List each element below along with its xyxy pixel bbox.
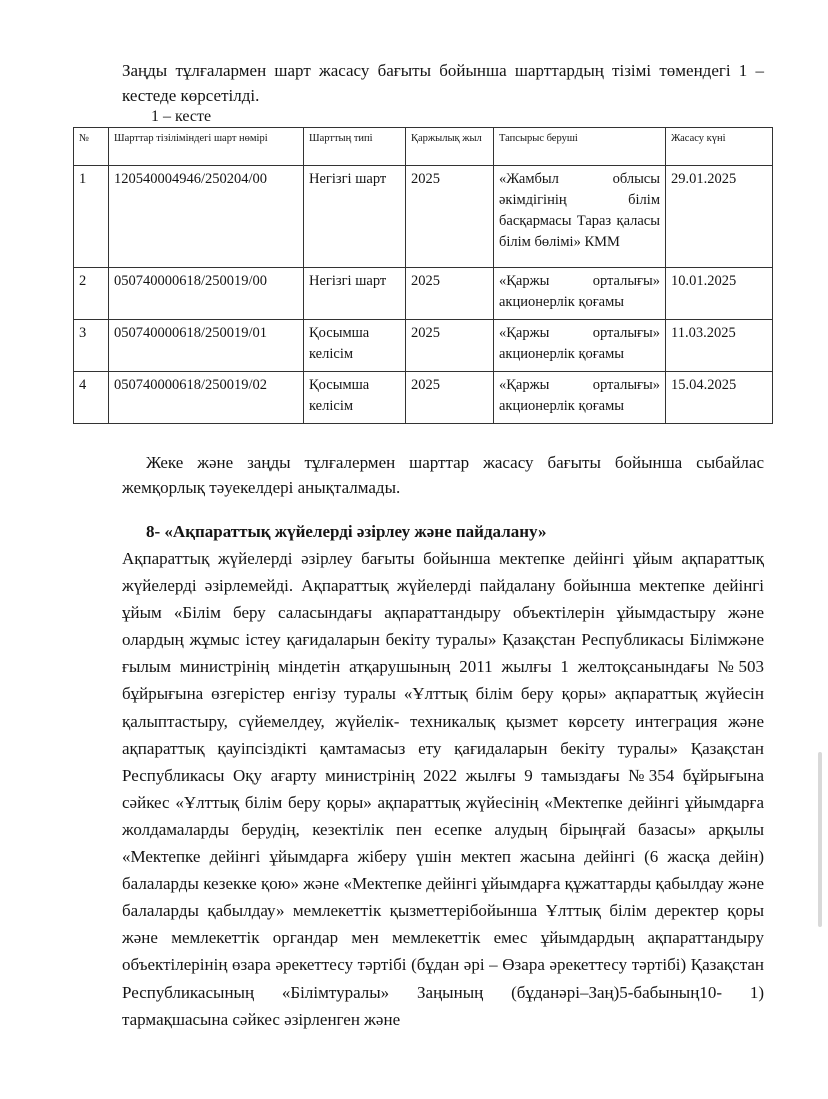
cell-customer: «Жамбыл облысы әкімдігінің білім басқармасы Тараз қаласы білім бөлімі» КММ xyxy=(494,166,666,268)
cell-date: 11.03.2025 xyxy=(666,320,773,372)
cell-customer: «Қаржы орталығы» акционерлік қоғамы xyxy=(494,320,666,372)
cell-fiscal-year: 2025 xyxy=(406,268,494,320)
cell-contract-number: 120540004946/250204/00 xyxy=(109,166,304,268)
cell-fiscal-year: 2025 xyxy=(406,320,494,372)
cell-customer: «Қаржы орталығы» акционерлік қоғамы xyxy=(494,372,666,424)
cell-number: 1 xyxy=(74,166,109,268)
header-number: № xyxy=(74,128,109,166)
after-table-paragraph: Жеке және заңды тұлғалермен шарттар жасасу бағыты бойынша сыбайлас жемқорлық тәуекелдері анықталмады. xyxy=(122,453,764,497)
table-row xyxy=(74,268,773,320)
cell-fiscal-year: 2025 xyxy=(406,166,494,268)
cell-contract-number: 050740000618/250019/01 xyxy=(109,320,304,372)
scrollbar-thumb[interactable] xyxy=(818,752,822,927)
header-customer: Тапсырыс беруші xyxy=(494,128,666,166)
table-row xyxy=(74,320,773,372)
contracts-table xyxy=(73,127,773,424)
table-row xyxy=(74,166,773,268)
cell-date: 29.01.2025 xyxy=(666,166,773,268)
cell-contract-number: 050740000618/250019/00 xyxy=(109,268,304,320)
header-contract-type: Шарттың типі xyxy=(304,128,406,166)
header-contract-number: Шарттар тізіліміндегі шарт нөмірі xyxy=(109,128,304,166)
section-heading: 8- «Ақпараттық жүйелерді әзірлеу және пайдалану» xyxy=(146,522,547,541)
table-row xyxy=(74,372,773,424)
cell-number: 3 xyxy=(74,320,109,372)
cell-contract-number: 050740000618/250019/02 xyxy=(109,372,304,424)
header-date: Жасасу күні xyxy=(666,128,773,166)
cell-contract-type: Қосымша келісім xyxy=(304,320,406,372)
table-caption: 1 – кесте xyxy=(151,108,212,125)
cell-fiscal-year: 2025 xyxy=(406,372,494,424)
cell-contract-type: Негізгі шарт xyxy=(304,268,406,320)
cell-date: 10.01.2025 xyxy=(666,268,773,320)
cell-contract-type: Қосымша келісім xyxy=(304,372,406,424)
cell-number: 2 xyxy=(74,268,109,320)
header-fiscal-year: Қаржылық жыл xyxy=(406,128,494,166)
table-header-row xyxy=(74,128,773,166)
cell-date: 15.04.2025 xyxy=(666,372,773,424)
intro-paragraph: Заңды тұлғалармен шарт жасасу бағыты бойынша шарттардың тізімі төмендегі 1 – кестеде көрсетілді. xyxy=(122,61,764,105)
section-body-paragraph: Ақпараттық жүйелерді әзірлеу бағыты бойынша мектепке дейінгі ұйым ақпараттық жүйелерді әзірлемейді. Ақпараттық жүйелерді пайдалану бойынша мектепке дейінгі ұйым «Білім беру саласындағы ақпараттандыру объектілерін ұйымдастыру және олардың жұмыс істеу қағидаларын бекіту туралы» Қазақстан Республикасы Білімжәне ғылым министрінің міндетін атқарушының 2011 жылғы 1 желтоқсанындағы №503 бұйрығына өзгерістер енгізу туралы «Ұлттық білім беру қоры» ақпараттық жүйесін қалыптастыру, сүйемелдеу, жүйелік- техникалық қызмет көрсету интеграция және ақпараттық қауіпсіздікті қамтамасыз ету қағидаларын бекіту туралы» Қазақстан Республикасы Оқу ағарту министрінің 2022 жылғы 9 тамыздағы №354 бұйрығына сәйкес «Ұлттық білім беру қоры» ақпараттық жүйесінің «Мектепке дейінгі ұйымдарға жолдамаларды берудің, кезектілік пен есепке алудың бірыңғай базасы» арқылы «Мектепке дейінгі ұйымдарға жіберу үшін мектеп жасына дейінгі (6 жасқа дейін) балаларды кезекке қою» және «Мектепке дейінгі ұйымдарға құжаттарды қабылдау және балаларды қабылдау» мемлекеттік қызметтерібойынша Ұлттық білім деректер қоры және мемлекеттік органдар мен мемлекеттік емес ұйымдардың ақпараттандыру объектілерінің өзара әрекеттесу тәртібі (бұдан әрі – Өзара әрекеттесу тәртібі) Қазақстан Республикасының «Білімтуралы» Заңының (бұданәрі–Заң)5-бабының10- 1) тармақшасына сәйкес әзірленген және xyxy=(122,549,764,1029)
cell-number: 4 xyxy=(74,372,109,424)
cell-customer: «Қаржы орталығы» акционерлік қоғамы xyxy=(494,268,666,320)
cell-contract-type: Негізгі шарт xyxy=(304,166,406,268)
